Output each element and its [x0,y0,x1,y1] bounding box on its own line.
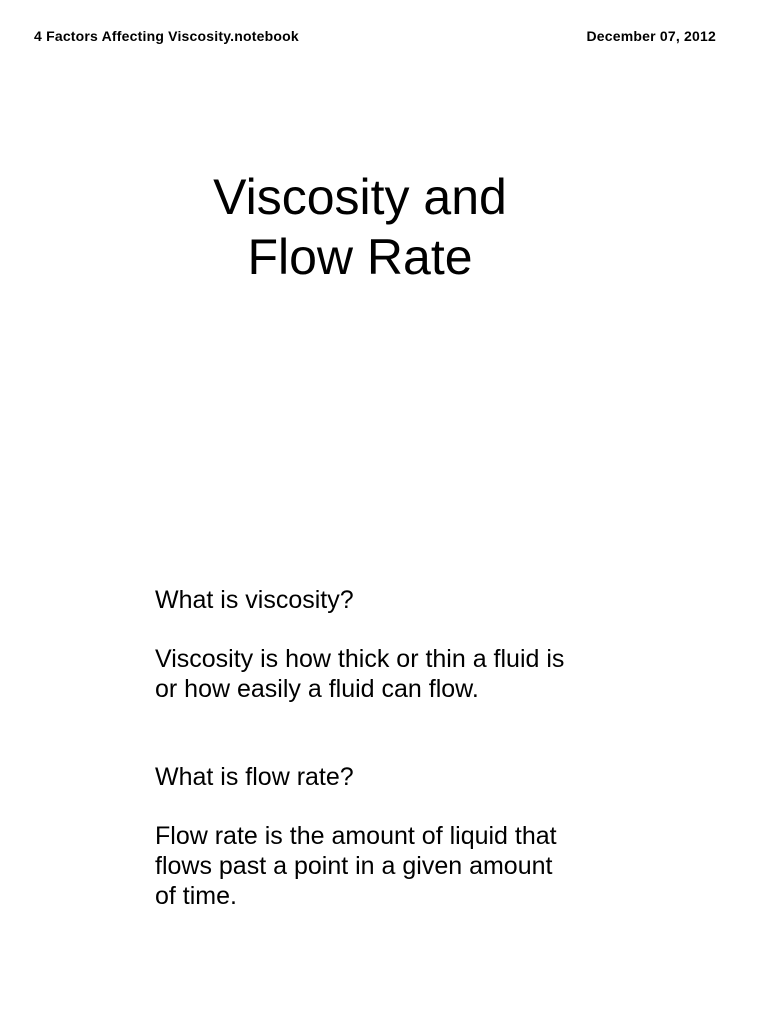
question-viscosity: What is viscosity? [155,586,354,614]
page-title-line-1: Viscosity and [213,169,507,225]
question-flow-rate: What is flow rate? [155,763,354,791]
answer-viscosity-line-1: Viscosity is how thick or thin a fluid is [155,645,565,673]
page-date: December 07, 2012 [586,28,716,44]
page-title-line-2: Flow Rate [247,229,473,285]
answer-flow-rate-line-2: flows past a point in a given amount [155,852,553,880]
answer-flow-rate-line-3: of time. [155,882,237,910]
answer-flow-rate-line-1: Flow rate is the amount of liquid that [155,822,557,850]
notebook-filename: 4 Factors Affecting Viscosity.notebook [34,28,299,44]
answer-viscosity-line-2: or how easily a fluid can flow. [155,675,479,703]
